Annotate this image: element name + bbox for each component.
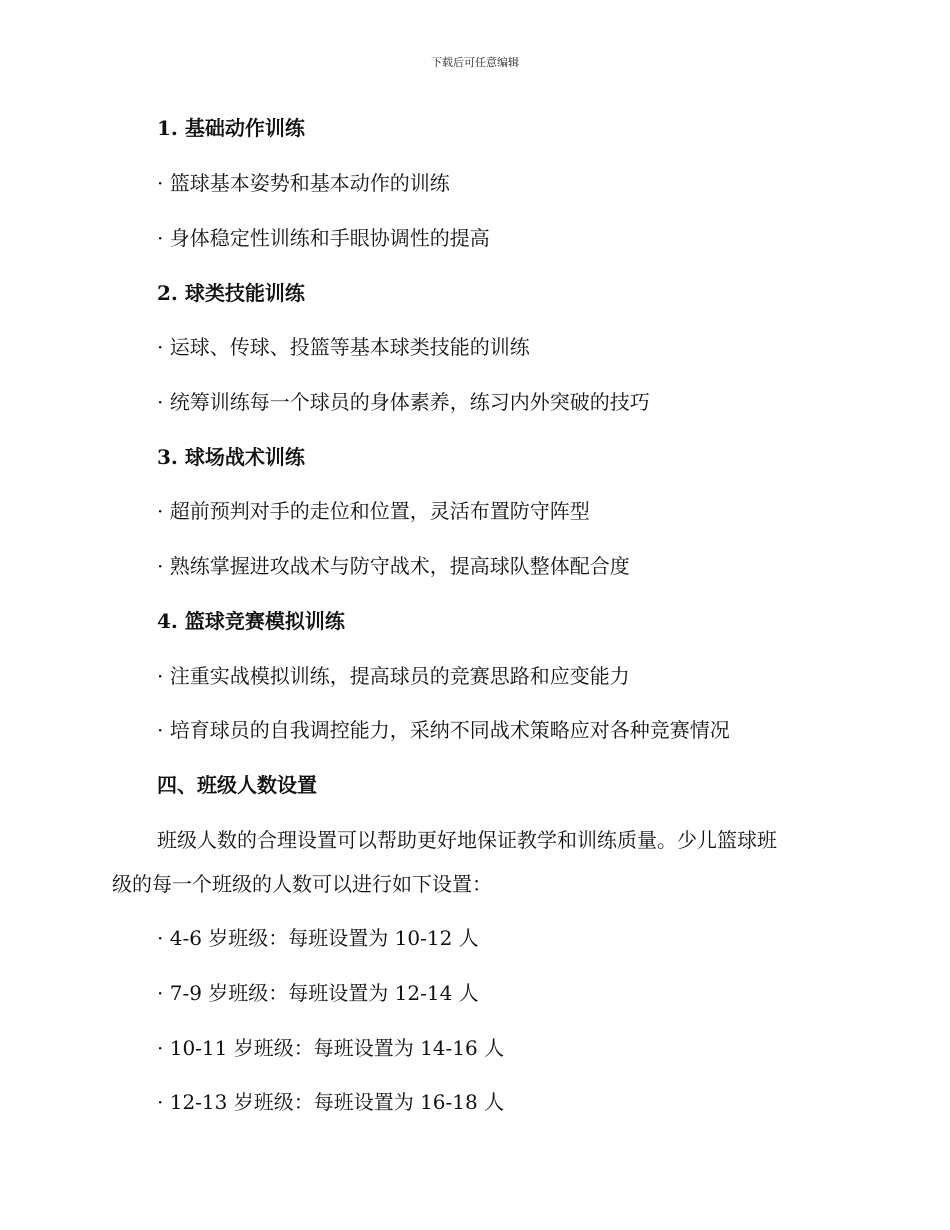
bullet-item: · 统筹训练每一个球员的身体素养，练习内外突破的技巧 — [157, 390, 650, 414]
section-heading-court-tactics: 3. 球场战术训练 — [157, 445, 305, 469]
section-heading-class-size: 四、班级人数设置 — [157, 773, 317, 797]
section-heading-match-simulation: 4. 篮球竞赛模拟训练 — [157, 609, 345, 633]
bullet-item: · 篮球基本姿势和基本动作的训练 — [157, 171, 450, 195]
bullet-item: · 注重实战模拟训练，提高球员的竞赛思路和应变能力 — [157, 664, 630, 688]
bullet-item: · 12-13 岁班级：每班设置为 16-18 人 — [157, 1090, 505, 1114]
bullet-item: · 运球、传球、投篮等基本球类技能的训练 — [157, 335, 530, 359]
bullet-item: · 培育球员的自我调控能力，采纳不同战术策略应对各种竞赛情况 — [157, 718, 730, 742]
bullet-item: · 4-6 岁班级：每班设置为 10-12 人 — [157, 926, 479, 950]
bullet-item: · 身体稳定性训练和手眼协调性的提高 — [157, 226, 490, 250]
paragraph-line: 级的每一个班级的人数可以进行如下设置： — [112, 872, 492, 896]
section-heading-basic-movement: 1. 基础动作训练 — [157, 116, 305, 140]
bullet-item: · 7-9 岁班级：每班设置为 12-14 人 — [157, 981, 479, 1005]
bullet-item: · 10-11 岁班级：每班设置为 14-16 人 — [157, 1036, 505, 1060]
page-header: 下载后可任意编辑 — [431, 56, 519, 69]
bullet-item: · 熟练掌握进攻战术与防守战术，提高球队整体配合度 — [157, 554, 630, 578]
paragraph-line: 班级人数的合理设置可以帮助更好地保证教学和训练质量。少儿篮球班 — [157, 828, 777, 852]
bullet-item: · 超前预判对手的走位和位置，灵活布置防守阵型 — [157, 499, 590, 523]
section-heading-ball-skills: 2. 球类技能训练 — [157, 281, 305, 305]
